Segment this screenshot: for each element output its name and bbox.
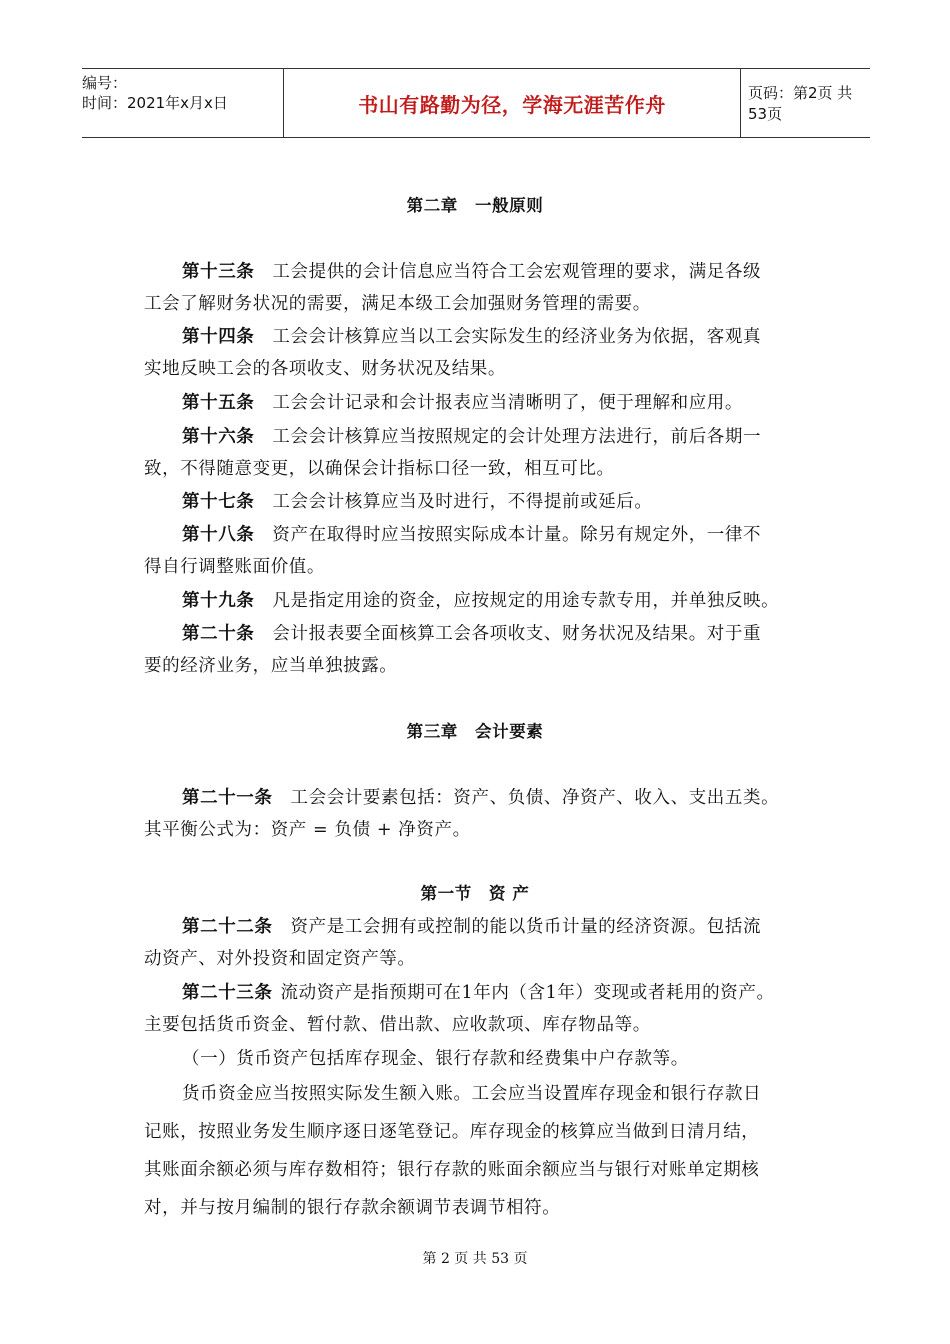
article-text: 资产在取得时应当按照实际成本计量。除另有规定外，一律不 (272, 525, 762, 545)
article-19 (182, 587, 852, 612)
header-motto: 书山有路勤为径，学海无涯苦作舟 (283, 69, 741, 137)
article-18 (182, 521, 852, 546)
article-text: 流动资产是指预期可在1年内（含1年）变现或者耗用的资产。 (280, 983, 775, 1003)
paragraph-line: 对，并与按月编制的银行存款余额调节表调节相符。 (144, 1198, 561, 1218)
article-13-cont: 工会了解财务状况的需要，满足本级工会加强财务管理的需要。 (144, 294, 651, 314)
article-18-cont: 得自行调整账面价值。 (144, 557, 325, 577)
chapter-title: 第二章 一般原则 (406, 196, 544, 215)
section-title: 第一节 资 产 (420, 884, 530, 903)
article-text: 会计报表要全面核算工会各项收支、财务状况及结果。对于重 (272, 624, 762, 644)
article-label: 第二十二条 (182, 917, 273, 937)
document-number-label: 编号： (82, 74, 128, 92)
paragraph-line: 货币资金应当按照实际发生额入账。工会应当设置库存现金和银行存款日 (182, 1084, 762, 1104)
page-footer: 第 2 页 共 53 页 (422, 1251, 528, 1267)
list-item: （一）货币资产包括库存现金、银行存款和经费集中户存款等。 (182, 1049, 689, 1069)
article-label: 第十九条 (182, 591, 255, 611)
article-16-cont: 致，不得随意变更，以确保会计指标口径一致，相互可比。 (144, 459, 615, 479)
header-meta-cell (82, 69, 282, 137)
header-page-info: 页码：第2页 共53页 (748, 84, 853, 123)
article-16 (182, 423, 852, 448)
article-13 (182, 258, 852, 283)
article-14-cont: 实地反映工会的各项收支、财务状况及结果。 (144, 359, 506, 379)
article-label: 第十四条 (182, 327, 255, 347)
article-23-cont: 主要包括货币资金、暂付款、借出款、应收款项、库存物品等。 (144, 1015, 651, 1035)
article-label: 第二十条 (182, 624, 255, 644)
article-label: 第十五条 (182, 393, 255, 413)
article-label: 第二十三条 (182, 983, 273, 1003)
article-22 (182, 913, 852, 938)
article-text: 工会会计要素包括：资产、负债、净资产、收入、支出五类。 (290, 788, 780, 808)
article-14 (182, 323, 852, 348)
article-text: 工会提供的会计信息应当符合工会宏观管理的要求，满足各级 (272, 262, 762, 282)
document-date-label: 时间：2021年x月x日 (82, 94, 228, 112)
article-22-cont: 动资产、对外投资和固定资产等。 (144, 949, 416, 969)
article-label: 第十三条 (182, 262, 255, 282)
article-text: 资产是工会拥有或控制的能以货币计量的经济资源。包括流 (290, 917, 762, 937)
article-17 (182, 488, 852, 513)
article-23 (182, 979, 852, 1004)
article-text: 工会会计记录和会计报表应当清晰明了，便于理解和应用。 (272, 393, 744, 413)
article-label: 第十七条 (182, 492, 255, 512)
article-21-cont: 其平衡公式为：资产 = 负债 + 净资产。 (144, 820, 471, 840)
article-text: 凡是指定用途的资金，应按规定的用途专款专用，并单独反映。 (272, 591, 780, 611)
chapter-title: 第三章 会计要素 (406, 722, 544, 741)
article-20-cont: 要的经济业务，应当单独披露。 (144, 656, 398, 676)
paragraph-line: 记账，按照业务发生顺序逐日逐笔登记。库存现金的核算应当做到日清月结， (144, 1122, 760, 1142)
article-15 (182, 389, 852, 414)
article-label: 第十八条 (182, 525, 255, 545)
article-text: 工会会计核算应当及时进行，不得提前或延后。 (272, 492, 653, 512)
article-21 (182, 784, 852, 809)
article-label: 第十六条 (182, 427, 255, 447)
article-text: 工会会计核算应当以工会实际发生的经济业务为依据，客观真 (272, 327, 762, 347)
article-label: 第二十一条 (182, 788, 273, 808)
article-20 (182, 620, 852, 645)
document-header (82, 68, 870, 138)
paragraph-line: 其账面余额必须与库存数相符；银行存款的账面余额应当与银行对账单定期核 (144, 1160, 760, 1180)
article-text: 工会会计核算应当按照规定的会计处理方法进行，前后各期一 (272, 427, 762, 447)
